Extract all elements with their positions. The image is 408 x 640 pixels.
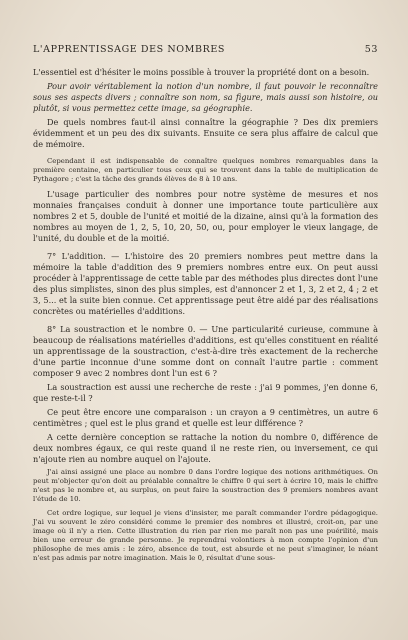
paragraph: Ce peut être encore une comparaison : un crayon a 9 centimètres, un autre 6 centimètres ; quel est le plus grand et quelle est leur différence ? bbox=[33, 407, 378, 428]
running-header bbox=[33, 44, 378, 58]
note-paragraph: Cet ordre logique, sur lequel je viens d'insister, me paraît commander l'ordre pédagogique. J'ai vu souvent le zéro considéré comme le premier des nombres et illustré, croit-on, par une image où il n'y a rien. Cette illustration du rien par rien me paraît non pas une puérilité, mais bien une erreur de grande personne. Je reprendrai volontiers à mon compte l'opinion d'un philosophe de mes amis : le zéro, absence de tout, est absurde et ne peut s'imaginer, le néant n'est pas admis par notre imagination. Mais le 0, résultat d'une sous- bbox=[33, 509, 378, 562]
paragraph: A cette dernière conception se rattache la notion du nombre 0, différence de deux nombres égaux, ce qui reste quand il ne reste rien, ou inversement, ce qui n'ajoute rien au nombre auquel on l'ajoute. bbox=[33, 432, 378, 464]
note-paragraph: Cependant il est indispensable de connaître quelques nombres remarquables dans la première centaine, en particulier tous ceux qui se trouvent dans la table de multiplication de Pythagore ; c'est la tâche des grands élèves de 8 à 10 ans. bbox=[33, 157, 378, 183]
paragraph: La soustraction est aussi une recherche de reste : j'ai 9 pommes, j'en donne 6, que reste-t-il ? bbox=[33, 382, 378, 403]
page-number: 53 bbox=[364, 44, 378, 55]
paragraph: Pour avoir véritablement la notion d'un nombre, il faut pouvoir le reconnaître sous ses aspects divers ; connaître son nom, sa figure, mais aussi son histoire, ou plutôt, si vous permettez cette image, sa géographie. bbox=[33, 81, 378, 113]
chapter-title: L'APPRENTISSAGE DES NOMBRES bbox=[33, 44, 225, 55]
section-addition: 7° L'addition. — L'histoire des 20 premiers nombres peut mettre dans la mémoire la table d'addition des 9 premiers nombres entre eux. On peut aussi procéder à l'apprentissage de cette table par des méthodes plus directes dont l'une des plus simplistes, sinon des plus simples, est d'annoncer 2 et 1, 3, 2 et 2, 4 ; 2 et 3, 5... et la suite bien connue. Cet apprentissage peut être aidé par des réalisations concrètes ou matérielles d'additions. bbox=[33, 251, 378, 316]
paragraph: De quels nombres faut-il ainsi connaître la géographie ? Des dix premiers évidemment et un peu des dix suivants. Ensuite ce sera plus affaire de calcul que de mémoire. bbox=[33, 117, 378, 149]
paragraph: L'usage particulier des nombres pour notre système de mesures et nos monnaies françaises conduit à donner une importance toute particulière aux nombres 2 et 5, double de l'unité et moitié de la dizaine, ainsi qu'à la formation des nombres au moyen de 1, 2, 5, 10, 20, 50, ou, pour employer le vieux langage, de l'unité, du double et de la moitié. bbox=[33, 189, 378, 243]
note-paragraph: J'ai ainsi assigné une place au nombre 0 dans l'ordre logique des notions arithmétiques. On peut m'objecter qu'on doit au préalable connaître le chiffre 0 qui sert à écrire 10, mais le chiffre n'est pas le nombre et, au surplus, on peut faire la soustraction des 9 premiers nombres avant l'étude de 10. bbox=[33, 468, 378, 503]
page-body bbox=[33, 67, 378, 568]
section-soustraction: 8° La soustraction et le nombre 0. — Une particularité curieuse, commune à beaucoup de réalisations matérielles d'additions, est qu'elles constituent en réalité un apprentissage de la soustraction, c'est-à-dire très exactement de la recherche d'une partie inconnue d'une somme dont on connaît l'autre partie : comment composer 9 avec 2 nombres dont l'un est 6 ? bbox=[33, 324, 378, 378]
paragraph: L'essentiel est d'hésiter le moins possible à trouver la propriété dont on a besoin. bbox=[33, 67, 370, 77]
